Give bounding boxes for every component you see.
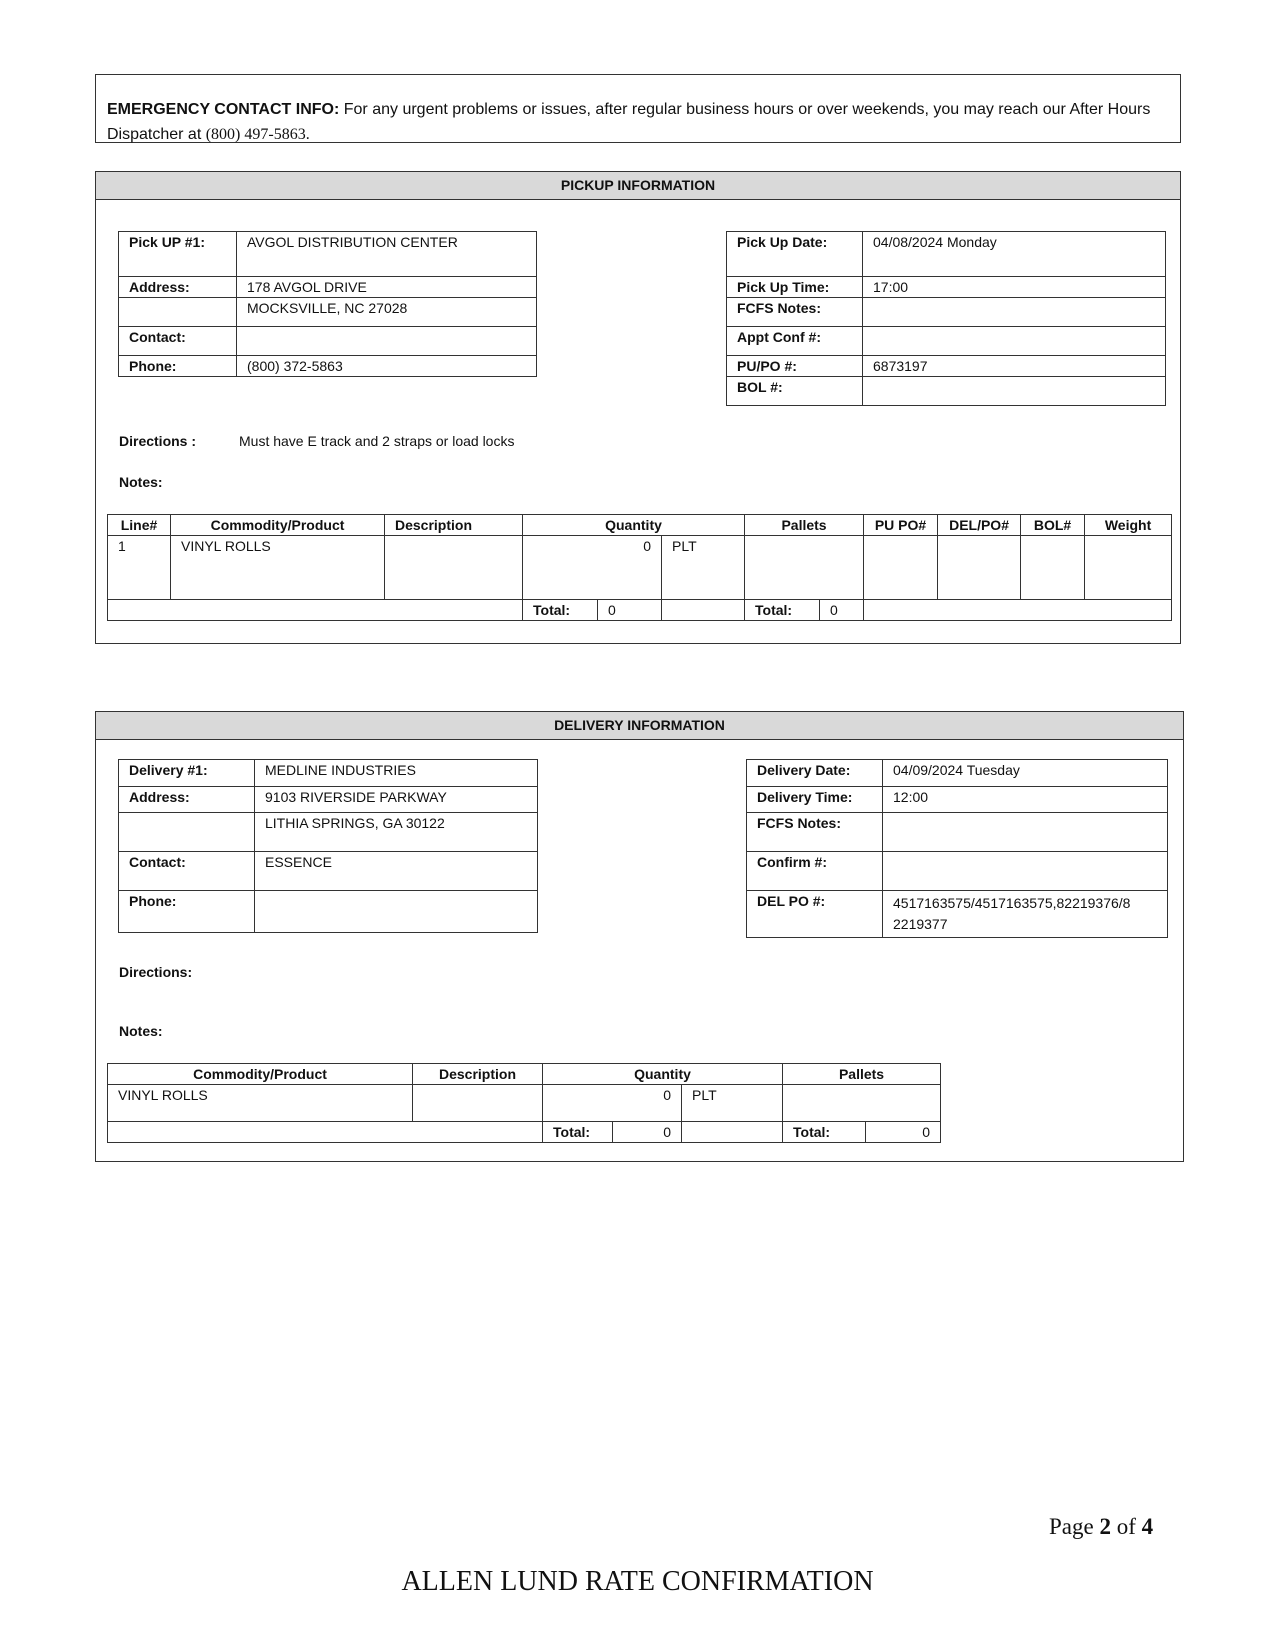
delivery-date-label: Delivery Date: bbox=[747, 760, 883, 787]
delivery-time-label: Delivery Time: bbox=[747, 787, 883, 813]
pickup-company: AVGOL DISTRIBUTION CENTER bbox=[237, 232, 537, 277]
delivery-contact-value: ESSENCE bbox=[255, 852, 538, 891]
row-pu-po bbox=[864, 536, 938, 600]
delivery-po-label: DEL PO #: bbox=[747, 891, 883, 938]
del-qty-total-label: Total: bbox=[543, 1122, 613, 1143]
table-row bbox=[108, 1085, 941, 1122]
pickup-appt-label: Appt Conf #: bbox=[727, 327, 863, 356]
delivery-fcfs-label: FCFS Notes: bbox=[747, 813, 883, 852]
del-pallet-total-label: Total: bbox=[783, 1122, 866, 1143]
row-unit: PLT bbox=[662, 536, 745, 600]
delivery-po-line2: 2219377 bbox=[893, 916, 948, 932]
emergency-message: For any urgent problems or issues, after regular business hours or over weekends, you may reach our After Hours Dispatcher at bbox=[107, 101, 1151, 143]
col-line: Line# bbox=[108, 515, 171, 536]
pickup-bol-label: BOL #: bbox=[727, 377, 863, 406]
pallet-total-label: Total: bbox=[745, 600, 820, 621]
del-col-quantity: Quantity bbox=[543, 1064, 783, 1085]
delivery-address-line2: LITHIA SPRINGS, GA 30122 bbox=[255, 813, 538, 852]
emergency-phone: (800) 497-5863. bbox=[205, 126, 310, 143]
row-bol bbox=[1021, 536, 1085, 600]
delivery-phone-value bbox=[255, 891, 538, 933]
delivery-contact-label: Contact: bbox=[119, 852, 255, 891]
del-qty-total-value: 0 bbox=[613, 1122, 682, 1143]
delivery-time-value: 12:00 bbox=[883, 787, 1168, 813]
delivery-section bbox=[95, 711, 1184, 1162]
emergency-label: EMERGENCY CONTACT INFO: bbox=[107, 101, 340, 118]
delivery-location-table bbox=[118, 759, 538, 933]
table-row bbox=[108, 536, 1172, 600]
delivery-notes-label: Notes: bbox=[119, 1023, 163, 1039]
pickup-number-label: Pick UP #1: bbox=[119, 232, 237, 277]
pickup-date-value: 04/08/2024 Monday bbox=[863, 232, 1166, 277]
col-del-po: DEL/PO# bbox=[938, 515, 1021, 536]
pickup-fcfs-label: FCFS Notes: bbox=[727, 298, 863, 327]
row-quantity: 0 bbox=[523, 536, 662, 600]
pickup-commodity-table bbox=[107, 514, 1172, 621]
delivery-number-label: Delivery #1: bbox=[119, 760, 255, 787]
pickup-directions-value: Must have E track and 2 straps or load locks bbox=[239, 433, 515, 449]
delivery-po-line1: 4517163575/4517163575,82219376/8 bbox=[893, 895, 1131, 911]
row-pallets bbox=[745, 536, 864, 600]
delivery-confirm-value bbox=[883, 852, 1168, 891]
qty-total-label: Total: bbox=[523, 600, 598, 621]
row-weight bbox=[1085, 536, 1172, 600]
pickup-time-value: 17:00 bbox=[863, 277, 1166, 298]
col-commodity: Commodity/Product bbox=[171, 515, 385, 536]
pickup-bol-value bbox=[863, 377, 1166, 406]
pickup-address-label: Address: bbox=[119, 277, 237, 298]
del-col-pallets: Pallets bbox=[783, 1064, 941, 1085]
delivery-address-line1: 9103 RIVERSIDE PARKWAY bbox=[255, 787, 538, 813]
del-row-commodity: VINYL ROLLS bbox=[108, 1085, 413, 1122]
pickup-schedule-table bbox=[726, 231, 1166, 406]
delivery-phone-label: Phone: bbox=[119, 891, 255, 933]
emergency-contact-box bbox=[95, 74, 1181, 143]
row-del-po bbox=[938, 536, 1021, 600]
del-col-commodity: Commodity/Product bbox=[108, 1064, 413, 1085]
pickup-fcfs-value bbox=[863, 298, 1166, 327]
pickup-po-label: PU/PO #: bbox=[727, 356, 863, 377]
delivery-directions-label: Directions: bbox=[119, 964, 193, 980]
pickup-phone-value: (800) 372-5863 bbox=[237, 356, 537, 377]
pickup-time-label: Pick Up Time: bbox=[727, 277, 863, 298]
pickup-phone-label: Phone: bbox=[119, 356, 237, 377]
col-bol: BOL# bbox=[1021, 515, 1085, 536]
delivery-po-value bbox=[883, 891, 1168, 938]
delivery-fcfs-value bbox=[883, 813, 1168, 852]
pickup-po-value: 6873197 bbox=[863, 356, 1166, 377]
row-commodity: VINYL ROLLS bbox=[171, 536, 385, 600]
del-col-description: Description bbox=[413, 1064, 543, 1085]
row-description bbox=[385, 536, 523, 600]
col-pu-po: PU PO# bbox=[864, 515, 938, 536]
col-description: Description bbox=[385, 515, 523, 536]
pickup-notes-label: Notes: bbox=[119, 474, 163, 490]
pickup-date-label: Pick Up Date: bbox=[727, 232, 863, 277]
del-row-quantity: 0 bbox=[543, 1085, 682, 1122]
pallet-total-value: 0 bbox=[820, 600, 864, 621]
del-row-description bbox=[413, 1085, 543, 1122]
delivery-schedule-table bbox=[746, 759, 1168, 938]
pickup-appt-value bbox=[863, 327, 1166, 356]
delivery-address-label: Address: bbox=[119, 787, 255, 813]
page-number: Page 2 of 4 bbox=[1049, 1514, 1154, 1539]
pickup-section bbox=[95, 171, 1181, 644]
pickup-address-line1: 178 AVGOL DRIVE bbox=[237, 277, 537, 298]
delivery-header: DELIVERY INFORMATION bbox=[96, 712, 1183, 740]
pickup-location-table bbox=[118, 231, 537, 377]
delivery-company: MEDLINE INDUSTRIES bbox=[255, 760, 538, 787]
pickup-header: PICKUP INFORMATION bbox=[96, 172, 1180, 200]
del-row-pallets bbox=[783, 1085, 941, 1122]
del-pallet-total-value: 0 bbox=[866, 1122, 941, 1143]
emergency-contact-text bbox=[107, 97, 1167, 147]
pickup-address-line2: MOCKSVILLE, NC 27028 bbox=[237, 298, 537, 327]
del-row-unit: PLT bbox=[682, 1085, 783, 1122]
delivery-commodity-table bbox=[107, 1063, 941, 1143]
col-pallets: Pallets bbox=[745, 515, 864, 536]
document-title: ALLEN LUND RATE CONFIRMATION bbox=[401, 1566, 874, 1597]
qty-total-value: 0 bbox=[598, 600, 662, 621]
row-line: 1 bbox=[108, 536, 171, 600]
pickup-contact-value bbox=[237, 327, 537, 356]
delivery-date-value: 04/09/2024 Tuesday bbox=[883, 760, 1168, 787]
pickup-contact-label: Contact: bbox=[119, 327, 237, 356]
pickup-directions-label: Directions : bbox=[119, 433, 197, 449]
col-quantity: Quantity bbox=[523, 515, 745, 536]
col-weight: Weight bbox=[1085, 515, 1172, 536]
delivery-confirm-label: Confirm #: bbox=[747, 852, 883, 891]
